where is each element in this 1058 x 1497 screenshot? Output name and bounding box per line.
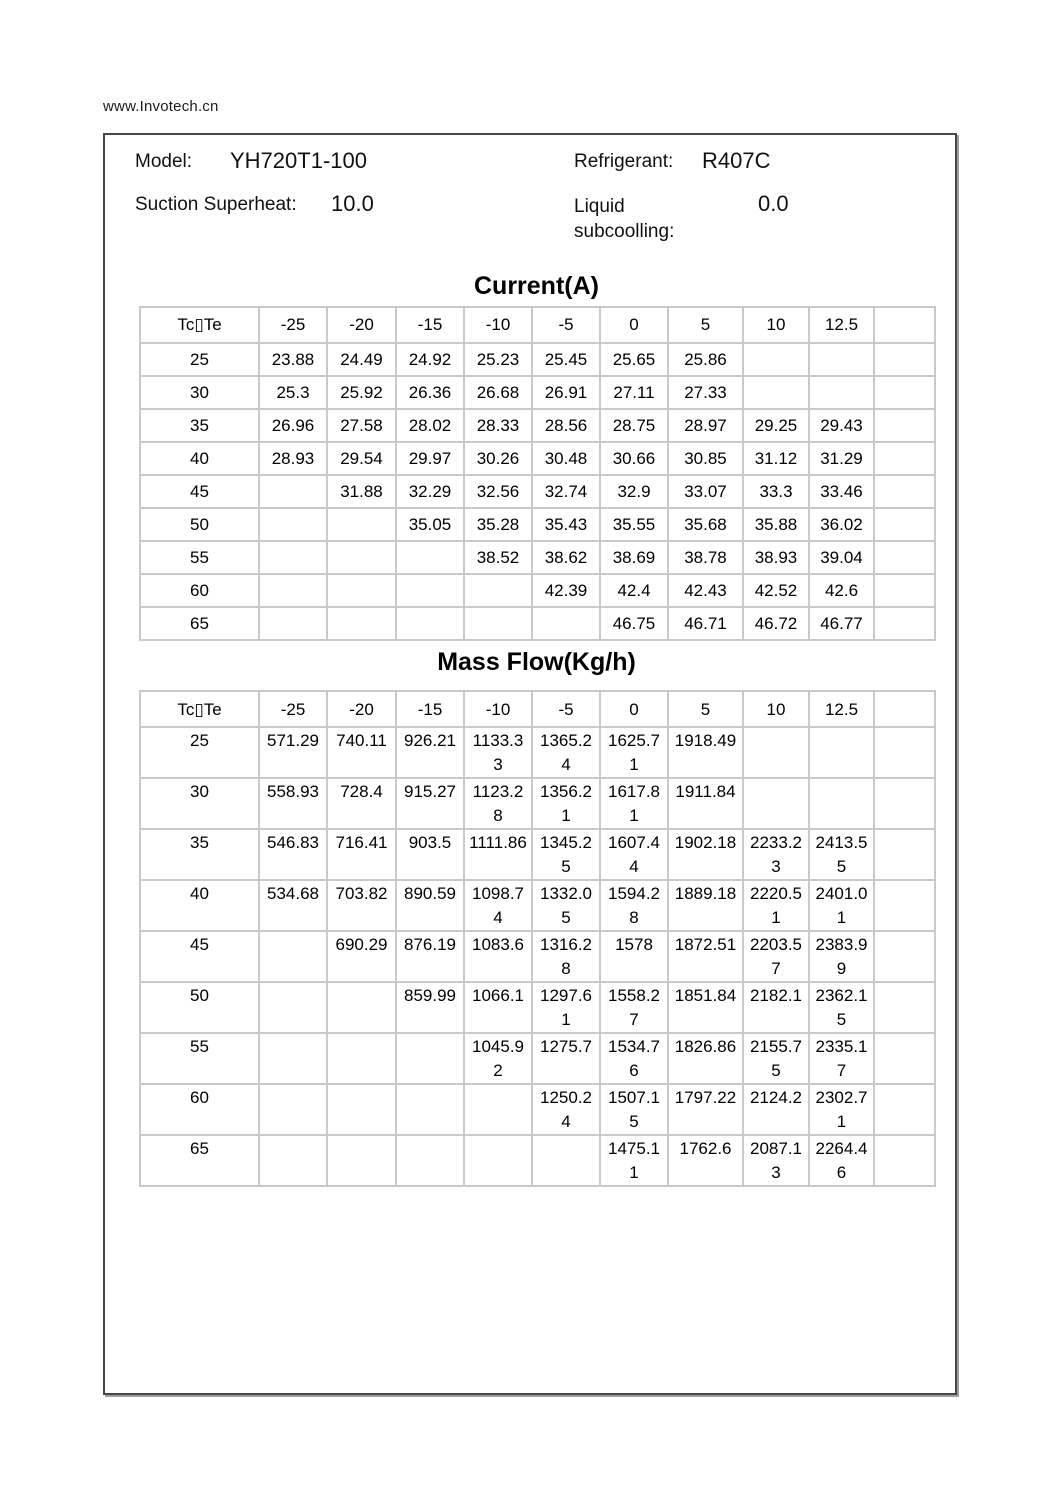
value-cell — [464, 574, 532, 607]
row-label-cell: 60 — [140, 574, 259, 607]
value-cell: 2182.1 — [743, 982, 809, 1033]
current-table-title: Current(A) — [474, 272, 599, 300]
value-cell: 42.6 — [809, 574, 874, 607]
row-label-cell: 45 — [140, 931, 259, 982]
value-cell: 2302.71 — [809, 1084, 874, 1135]
value-cell: 2087.13 — [743, 1135, 809, 1186]
value-cell: 31.88 — [327, 475, 396, 508]
value-cell: 2413.55 — [809, 829, 874, 880]
table-row — [140, 475, 935, 508]
column-header-cell: -15 — [396, 691, 464, 727]
value-cell: 25.3 — [259, 376, 327, 409]
row-label-cell: 35 — [140, 409, 259, 442]
model-value: YH720T1-100 — [230, 148, 367, 173]
value-cell — [259, 1135, 327, 1186]
value-cell: 1911.84 — [668, 778, 743, 829]
value-cell: 27.33 — [668, 376, 743, 409]
value-cell: 29.97 — [396, 442, 464, 475]
corner-label-cell: Tc▯Te — [140, 307, 259, 343]
value-cell: 1345.25 — [532, 829, 600, 880]
value-cell: 28.02 — [396, 409, 464, 442]
value-cell: 35.05 — [396, 508, 464, 541]
value-cell — [259, 931, 327, 982]
value-cell: 28.97 — [668, 409, 743, 442]
empty-column-cell — [874, 442, 935, 475]
value-cell: 25.65 — [600, 343, 668, 376]
value-cell: 1558.27 — [600, 982, 668, 1033]
empty-column-cell — [874, 508, 935, 541]
value-cell: 1045.92 — [464, 1033, 532, 1084]
value-cell — [259, 475, 327, 508]
table-row — [140, 778, 935, 829]
table-row — [140, 880, 935, 931]
value-cell — [259, 982, 327, 1033]
value-cell — [327, 1135, 396, 1186]
empty-column-cell — [874, 727, 935, 778]
value-cell: 26.68 — [464, 376, 532, 409]
value-cell — [532, 607, 600, 640]
row-label-cell: 40 — [140, 880, 259, 931]
table-row — [140, 931, 935, 982]
empty-column-cell — [874, 376, 935, 409]
value-cell: 32.56 — [464, 475, 532, 508]
value-cell: 38.62 — [532, 541, 600, 574]
value-cell: 33.46 — [809, 475, 874, 508]
value-cell: 38.69 — [600, 541, 668, 574]
value-cell — [259, 607, 327, 640]
empty-column-cell — [874, 574, 935, 607]
value-cell — [327, 607, 396, 640]
value-cell: 571.29 — [259, 727, 327, 778]
value-cell — [327, 541, 396, 574]
value-cell: 25.45 — [532, 343, 600, 376]
table-row — [140, 343, 935, 376]
row-label-cell: 30 — [140, 778, 259, 829]
value-cell: 32.74 — [532, 475, 600, 508]
row-label-cell: 50 — [140, 982, 259, 1033]
value-cell: 1316.28 — [532, 931, 600, 982]
value-cell: 1578 — [600, 931, 668, 982]
value-cell — [809, 727, 874, 778]
row-label-cell: 25 — [140, 343, 259, 376]
value-cell: 27.58 — [327, 409, 396, 442]
value-cell: 1797.22 — [668, 1084, 743, 1135]
row-label-cell: 60 — [140, 1084, 259, 1135]
value-cell: 38.78 — [668, 541, 743, 574]
column-header-cell: -15 — [396, 307, 464, 343]
value-cell: 1332.05 — [532, 880, 600, 931]
empty-column-cell — [874, 880, 935, 931]
empty-column-cell — [874, 1084, 935, 1135]
value-cell: 1534.76 — [600, 1033, 668, 1084]
value-cell: 35.68 — [668, 508, 743, 541]
value-cell: 30.26 — [464, 442, 532, 475]
empty-column-cell — [874, 475, 935, 508]
liquid-subcooling-label: Liquid subcoolling: — [574, 196, 675, 242]
value-cell — [259, 1084, 327, 1135]
value-cell: 1098.74 — [464, 880, 532, 931]
value-cell: 46.75 — [600, 607, 668, 640]
row-label-cell: 30 — [140, 376, 259, 409]
value-cell — [327, 1033, 396, 1084]
value-cell: 1297.61 — [532, 982, 600, 1033]
value-cell: 32.29 — [396, 475, 464, 508]
empty-column-cell — [874, 982, 935, 1033]
value-cell: 33.07 — [668, 475, 743, 508]
column-header-cell: 10 — [743, 307, 809, 343]
row-label-cell: 65 — [140, 1135, 259, 1186]
value-cell: 42.43 — [668, 574, 743, 607]
value-cell — [743, 376, 809, 409]
table-row — [140, 409, 935, 442]
empty-column-cell — [874, 541, 935, 574]
value-cell: 31.12 — [743, 442, 809, 475]
table-row — [140, 1135, 935, 1186]
value-cell: 1133.33 — [464, 727, 532, 778]
table-row — [140, 508, 935, 541]
value-cell: 2401.01 — [809, 880, 874, 931]
column-header-cell: -5 — [532, 307, 600, 343]
value-cell — [327, 574, 396, 607]
empty-column-cell — [874, 307, 935, 343]
value-cell: 690.29 — [327, 931, 396, 982]
value-cell: 2124.2 — [743, 1084, 809, 1135]
value-cell: 1250.24 — [532, 1084, 600, 1135]
current-table — [139, 306, 936, 641]
value-cell: 1594.28 — [600, 880, 668, 931]
value-cell: 1762.6 — [668, 1135, 743, 1186]
row-label-cell: 25 — [140, 727, 259, 778]
value-cell: 42.4 — [600, 574, 668, 607]
value-cell — [327, 982, 396, 1033]
value-cell: 29.25 — [743, 409, 809, 442]
value-cell: 31.29 — [809, 442, 874, 475]
value-cell — [396, 1084, 464, 1135]
row-label-cell: 50 — [140, 508, 259, 541]
value-cell: 1826.86 — [668, 1033, 743, 1084]
value-cell: 703.82 — [327, 880, 396, 931]
value-cell: 30.85 — [668, 442, 743, 475]
value-cell: 2383.99 — [809, 931, 874, 982]
empty-column-cell — [874, 829, 935, 880]
value-cell: 26.96 — [259, 409, 327, 442]
value-cell: 38.52 — [464, 541, 532, 574]
value-cell — [396, 541, 464, 574]
column-header-cell: 0 — [600, 691, 668, 727]
corner-label-cell: Tc▯Te — [140, 691, 259, 727]
value-cell: 25.92 — [327, 376, 396, 409]
empty-column-cell — [874, 1135, 935, 1186]
value-cell: 1902.18 — [668, 829, 743, 880]
value-cell: 26.91 — [532, 376, 600, 409]
value-cell: 35.28 — [464, 508, 532, 541]
liquid-subcooling-value: 0.0 — [758, 191, 789, 216]
suction-superheat-label: Suction Superheat: — [135, 194, 297, 215]
value-cell — [464, 1084, 532, 1135]
value-cell — [743, 727, 809, 778]
value-cell: 740.11 — [327, 727, 396, 778]
empty-column-cell — [874, 691, 935, 727]
value-cell: 1475.11 — [600, 1135, 668, 1186]
refrigerant-label: Refrigerant: — [574, 151, 674, 172]
value-cell: 28.93 — [259, 442, 327, 475]
value-cell: 2203.57 — [743, 931, 809, 982]
refrigerant-value: R407C — [702, 148, 771, 173]
empty-column-cell — [874, 343, 935, 376]
column-header-cell: -20 — [327, 307, 396, 343]
value-cell — [464, 1135, 532, 1186]
value-cell — [396, 1033, 464, 1084]
value-cell: 35.55 — [600, 508, 668, 541]
table-row — [140, 1084, 935, 1135]
value-cell — [464, 607, 532, 640]
column-header-cell: 12.5 — [809, 307, 874, 343]
value-cell: 27.11 — [600, 376, 668, 409]
suction-superheat-value: 10.0 — [331, 191, 374, 216]
value-cell: 859.99 — [396, 982, 464, 1033]
value-cell: 728.4 — [327, 778, 396, 829]
value-cell: 903.5 — [396, 829, 464, 880]
empty-column-cell — [874, 607, 935, 640]
massflow-table-title: Mass Flow(Kg/h) — [437, 648, 636, 676]
empty-column-cell — [874, 778, 935, 829]
row-label-cell: 40 — [140, 442, 259, 475]
column-header-cell: 0 — [600, 307, 668, 343]
value-cell: 28.56 — [532, 409, 600, 442]
value-cell: 24.92 — [396, 343, 464, 376]
table-row — [140, 442, 935, 475]
column-header-cell: -5 — [532, 691, 600, 727]
site-url: www.Invotech.cn — [103, 98, 219, 115]
column-header-cell: 12.5 — [809, 691, 874, 727]
value-cell — [809, 343, 874, 376]
value-cell — [809, 778, 874, 829]
value-cell: 915.27 — [396, 778, 464, 829]
value-cell — [259, 574, 327, 607]
value-cell — [327, 1084, 396, 1135]
value-cell: 25.86 — [668, 343, 743, 376]
value-cell: 28.75 — [600, 409, 668, 442]
value-cell: 35.88 — [743, 508, 809, 541]
value-cell: 29.43 — [809, 409, 874, 442]
value-cell: 1507.15 — [600, 1084, 668, 1135]
model-label: Model: — [135, 151, 193, 172]
value-cell — [396, 607, 464, 640]
table-row — [140, 829, 935, 880]
empty-column-cell — [874, 1033, 935, 1084]
value-cell — [396, 574, 464, 607]
value-cell: 2220.51 — [743, 880, 809, 931]
value-cell: 29.54 — [327, 442, 396, 475]
value-cell — [743, 778, 809, 829]
column-header-cell: 5 — [668, 307, 743, 343]
value-cell — [396, 1135, 464, 1186]
value-cell: 1123.28 — [464, 778, 532, 829]
value-cell: 2362.15 — [809, 982, 874, 1033]
row-label-cell: 65 — [140, 607, 259, 640]
massflow-table — [139, 690, 936, 1187]
value-cell: 1889.18 — [668, 880, 743, 931]
column-header-cell: 10 — [743, 691, 809, 727]
value-cell: 1617.81 — [600, 778, 668, 829]
table-row — [140, 376, 935, 409]
value-cell: 1918.49 — [668, 727, 743, 778]
value-cell: 24.49 — [327, 343, 396, 376]
value-cell: 2264.46 — [809, 1135, 874, 1186]
value-cell: 926.21 — [396, 727, 464, 778]
value-cell: 1356.21 — [532, 778, 600, 829]
value-cell: 39.04 — [809, 541, 874, 574]
value-cell: 534.68 — [259, 880, 327, 931]
row-label-cell: 55 — [140, 1033, 259, 1084]
value-cell: 36.02 — [809, 508, 874, 541]
value-cell: 33.3 — [743, 475, 809, 508]
datasheet-box — [103, 133, 957, 1395]
value-cell: 42.39 — [532, 574, 600, 607]
column-header-cell: -20 — [327, 691, 396, 727]
value-cell: 876.19 — [396, 931, 464, 982]
value-cell: 38.93 — [743, 541, 809, 574]
table-row — [140, 727, 935, 778]
column-header-cell: -25 — [259, 307, 327, 343]
value-cell: 23.88 — [259, 343, 327, 376]
value-cell: 46.77 — [809, 607, 874, 640]
table-header-row — [140, 691, 935, 727]
row-label-cell: 35 — [140, 829, 259, 880]
empty-column-cell — [874, 409, 935, 442]
value-cell: 46.71 — [668, 607, 743, 640]
row-label-cell: 45 — [140, 475, 259, 508]
value-cell: 2233.23 — [743, 829, 809, 880]
value-cell — [743, 343, 809, 376]
column-header-cell: -25 — [259, 691, 327, 727]
value-cell: 46.72 — [743, 607, 809, 640]
value-cell: 2335.17 — [809, 1033, 874, 1084]
value-cell — [259, 1033, 327, 1084]
table-row — [140, 574, 935, 607]
value-cell: 558.93 — [259, 778, 327, 829]
value-cell — [809, 376, 874, 409]
column-header-cell: -10 — [464, 691, 532, 727]
value-cell: 30.66 — [600, 442, 668, 475]
value-cell: 546.83 — [259, 829, 327, 880]
value-cell: 28.33 — [464, 409, 532, 442]
column-header-cell: 5 — [668, 691, 743, 727]
table-row — [140, 607, 935, 640]
table-row — [140, 541, 935, 574]
empty-column-cell — [874, 931, 935, 982]
value-cell: 1625.71 — [600, 727, 668, 778]
value-cell — [327, 508, 396, 541]
value-cell — [259, 508, 327, 541]
value-cell: 25.23 — [464, 343, 532, 376]
value-cell: 2155.75 — [743, 1033, 809, 1084]
value-cell — [532, 1135, 600, 1186]
value-cell: 1607.44 — [600, 829, 668, 880]
value-cell: 1872.51 — [668, 931, 743, 982]
value-cell: 26.36 — [396, 376, 464, 409]
value-cell: 1083.6 — [464, 931, 532, 982]
column-header-cell: -10 — [464, 307, 532, 343]
value-cell: 35.43 — [532, 508, 600, 541]
value-cell: 32.9 — [600, 475, 668, 508]
value-cell: 1066.1 — [464, 982, 532, 1033]
table-row — [140, 982, 935, 1033]
value-cell: 890.59 — [396, 880, 464, 931]
value-cell: 716.41 — [327, 829, 396, 880]
value-cell — [259, 541, 327, 574]
table-row — [140, 1033, 935, 1084]
value-cell: 1851.84 — [668, 982, 743, 1033]
value-cell: 1365.24 — [532, 727, 600, 778]
row-label-cell: 55 — [140, 541, 259, 574]
value-cell: 42.52 — [743, 574, 809, 607]
value-cell: 30.48 — [532, 442, 600, 475]
value-cell: 1111.86 — [464, 829, 532, 880]
table-header-row — [140, 307, 935, 343]
value-cell: 1275.7 — [532, 1033, 600, 1084]
